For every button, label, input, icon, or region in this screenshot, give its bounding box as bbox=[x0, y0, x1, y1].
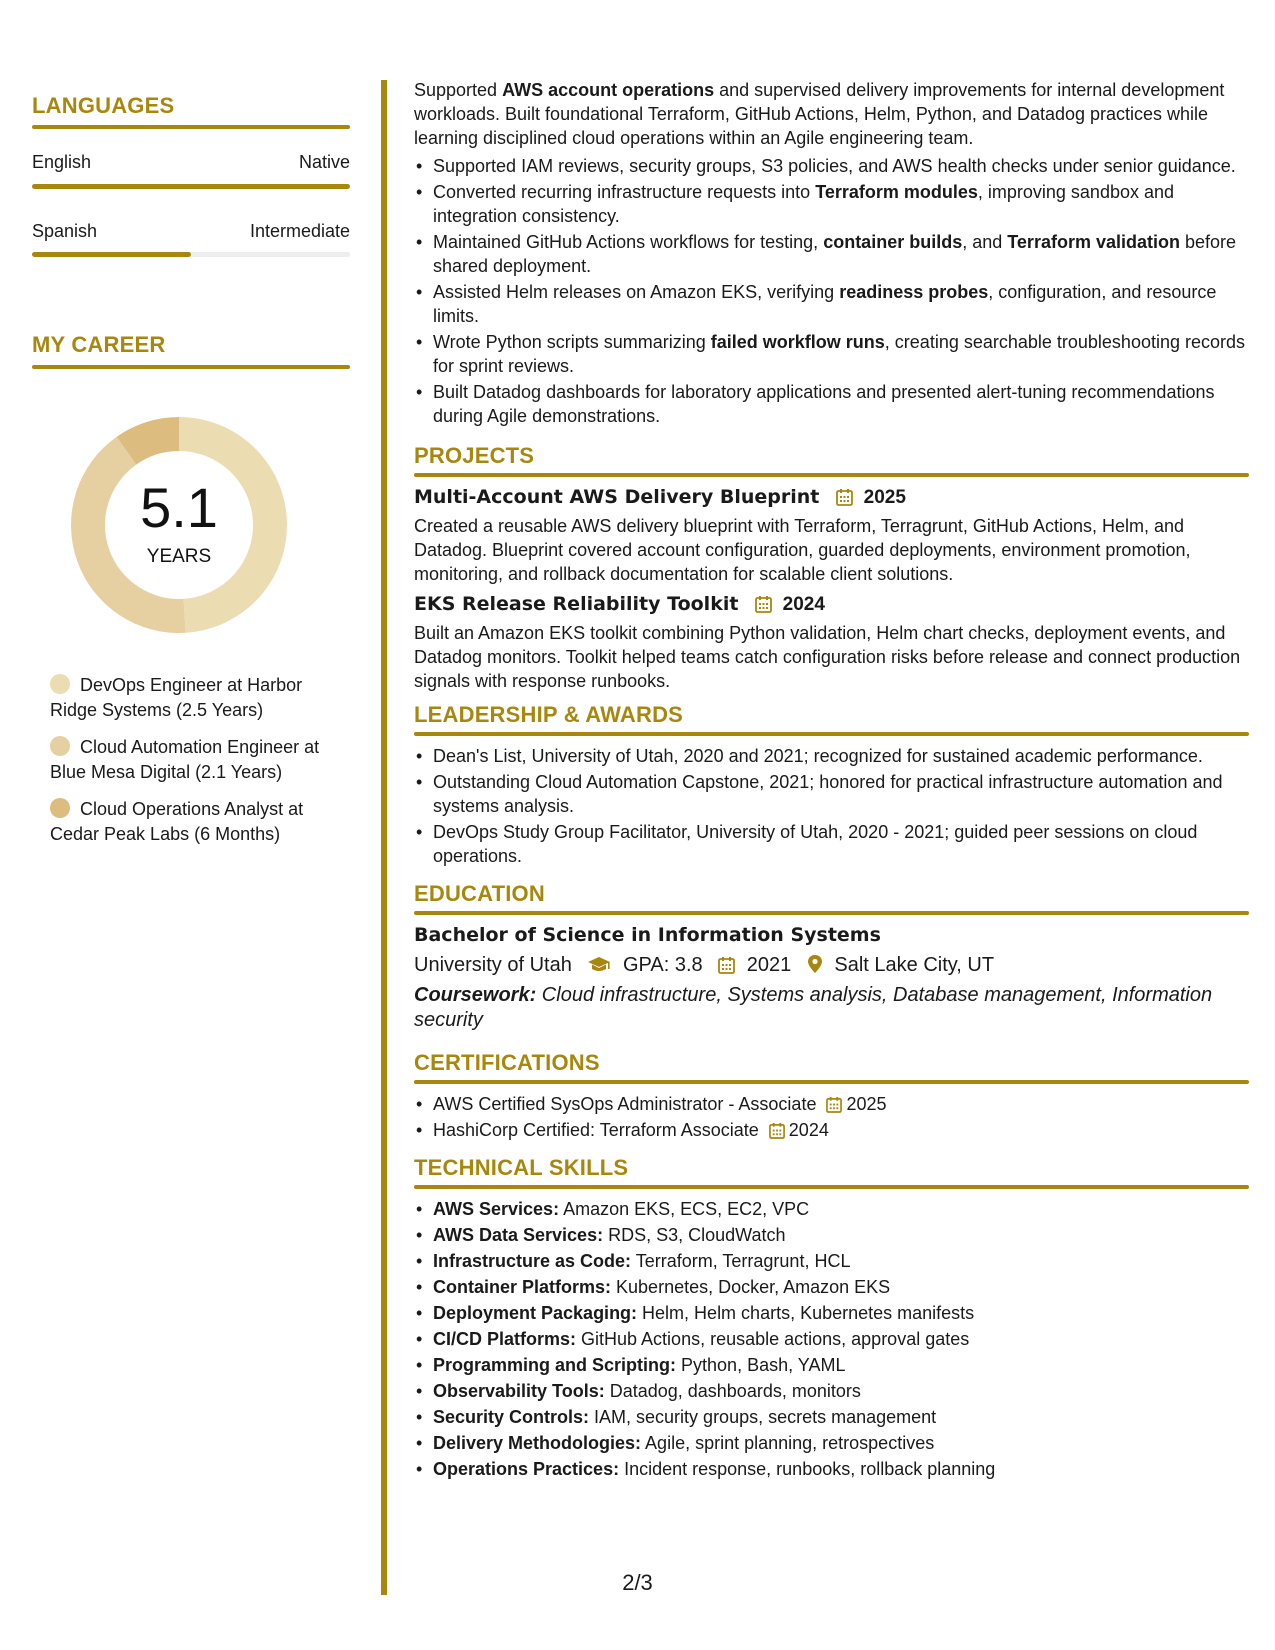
experience-bullets bbox=[414, 154, 1249, 428]
section-rule bbox=[414, 1185, 1249, 1189]
list-item: • Observability Tools: Datadog, dashboards, monitors bbox=[414, 1379, 1249, 1403]
career-heading: MY CAREER bbox=[32, 332, 166, 357]
language-row bbox=[32, 152, 350, 173]
section-rule bbox=[414, 1080, 1249, 1084]
project-title bbox=[414, 592, 1249, 617]
list-item: • CI/CD Platforms: GitHub Actions, reusable actions, approval gates bbox=[414, 1327, 1249, 1351]
language-row bbox=[32, 221, 350, 242]
calendar-icon bbox=[836, 488, 853, 506]
languages-heading: LANGUAGES bbox=[32, 93, 175, 118]
graduation-cap-icon bbox=[587, 956, 611, 974]
project-year: 2025 bbox=[863, 487, 906, 508]
calendar-icon bbox=[769, 1122, 785, 1139]
career-total-number: 5.1 bbox=[140, 476, 218, 539]
list-item: • Container Platforms: Kubernetes, Docker, Amazon EKS bbox=[414, 1275, 1249, 1299]
section-rule bbox=[414, 911, 1249, 915]
list-item: • Delivery Methodologies: Agile, sprint planning, retrospectives bbox=[414, 1431, 1249, 1455]
section-rule bbox=[414, 732, 1249, 736]
list-item: • HashiCorp Certified: Terraform Associate 2024 bbox=[414, 1118, 1249, 1142]
list-item: • Assisted Helm releases on Amazon EKS, verifying readiness probes, configuration, and resource limits. bbox=[414, 280, 1249, 328]
language-bar-fill bbox=[32, 252, 191, 257]
certifications-list bbox=[414, 1092, 1249, 1142]
summary-text: Supported bbox=[414, 80, 503, 100]
education-coursework bbox=[414, 983, 1249, 1033]
education-year: 2021 bbox=[746, 954, 792, 976]
career-legend-item bbox=[50, 673, 330, 723]
location-pin-icon bbox=[807, 954, 823, 974]
list-item: • Maintained GitHub Actions workflows for testing, container builds, and Terraform validation before shared deployment. bbox=[414, 230, 1249, 278]
experience-summary bbox=[414, 78, 1249, 150]
list-item: • Security Controls: IAM, security groups, secrets management bbox=[414, 1405, 1249, 1429]
column-divider bbox=[381, 80, 387, 1595]
list-item: • AWS Certified SysOps Administrator - Associate 2025 bbox=[414, 1092, 1249, 1116]
calendar-icon bbox=[718, 956, 735, 974]
language-bar bbox=[32, 252, 350, 257]
list-item: • AWS Data Services: RDS, S3, CloudWatch bbox=[414, 1223, 1249, 1247]
legend-dot bbox=[50, 674, 70, 694]
coursework-text: Cloud infrastructure, Systems analysis, Database management, Information security bbox=[414, 984, 1213, 1031]
leadership-heading: LEADERSHIP & AWARDS bbox=[414, 702, 684, 727]
language-bar-fill bbox=[32, 184, 350, 189]
list-item: • DevOps Study Group Facilitator, University of Utah, 2020 - 2021; guided peer sessions on cloud operations. bbox=[414, 820, 1249, 868]
list-item: • Wrote Python scripts summarizing failed workflow runs, creating searchable troubleshooting records for sprint reviews. bbox=[414, 330, 1249, 378]
certifications-heading: CERTIFICATIONS bbox=[414, 1050, 600, 1075]
education-location: Salt Lake City, UT bbox=[834, 954, 995, 976]
main-content bbox=[414, 78, 1249, 1483]
list-item: • Built Datadog dashboards for laboratory applications and presented alert-tuning recommendations during Agile demonstrations. bbox=[414, 380, 1249, 428]
career-job-label: Cloud Operations Analyst at Cedar Peak Labs (6 Months) bbox=[50, 799, 304, 844]
list-item: • Converted recurring infrastructure requests into Terraform modules, improving sandbox and integration consistency. bbox=[414, 180, 1249, 228]
career-job-label: Cloud Automation Engineer at Blue Mesa Digital (2.1 Years) bbox=[50, 737, 320, 782]
education-school: University of Utah bbox=[414, 954, 572, 976]
section-rule bbox=[414, 473, 1249, 477]
list-item: • Outstanding Cloud Automation Capstone, 2021; honored for practical infrastructure automation and systems analysis. bbox=[414, 770, 1249, 818]
language-bar bbox=[32, 184, 350, 189]
legend-dot bbox=[50, 798, 70, 818]
languages-rule bbox=[32, 125, 350, 129]
language-level: Native bbox=[298, 152, 350, 172]
skills-heading: TECHNICAL SKILLS bbox=[414, 1155, 629, 1180]
list-item: • Infrastructure as Code: Terraform, Terragrunt, HCL bbox=[414, 1249, 1249, 1273]
summary-text: and supervised delivery improvements for internal development workloads. Built foundational Terraform, GitHub Actions, Helm, Python, and Datadog practices while learning disciplined cloud operations within an Agile engineering team. bbox=[414, 80, 1225, 148]
list-item: • Deployment Packaging: Helm, Helm charts, Kubernetes manifests bbox=[414, 1301, 1249, 1325]
legend-dot bbox=[50, 736, 70, 756]
project-name: Multi-Account AWS Delivery Blueprint bbox=[414, 486, 820, 508]
page-number: 2/3 bbox=[622, 1570, 653, 1595]
certifications-section bbox=[414, 1051, 1249, 1142]
education-section bbox=[414, 882, 1249, 1033]
language-level: Intermediate bbox=[249, 221, 350, 241]
project-description: Built an Amazon EKS toolkit combining Python validation, Helm chart checks, deployment events, and Datadog monitors. Toolkit helped teams catch configuration risks before release and connect production signals with response runbooks. bbox=[414, 623, 1241, 691]
list-item: • Programming and Scripting: Python, Bash, YAML bbox=[414, 1353, 1249, 1377]
language-name: Spanish bbox=[32, 221, 98, 241]
project-year: 2024 bbox=[782, 594, 825, 615]
list-item: • Dean's List, University of Utah, 2020 and 2021; recognized for sustained academic performance. bbox=[414, 744, 1249, 768]
projects-heading: PROJECTS bbox=[414, 443, 535, 468]
list-item: • Operations Practices: Incident response, runbooks, rollback planning bbox=[414, 1457, 1249, 1481]
education-heading: EDUCATION bbox=[414, 881, 545, 906]
projects-section bbox=[414, 444, 1249, 693]
project-description: Created a reusable AWS delivery blueprint with Terraform, Terragrunt, GitHub Actions, Helm, and Datadog. Blueprint covered account configuration, guarded deployments, environment promotion, monitoring, and rollback documentation for scalable client solutions. bbox=[414, 516, 1191, 584]
career-rule bbox=[32, 365, 350, 369]
education-gpa: GPA: 3.8 bbox=[622, 954, 703, 976]
list-item: • AWS Services: Amazon EKS, ECS, EC2, VPC bbox=[414, 1197, 1249, 1221]
calendar-icon bbox=[826, 1096, 842, 1113]
project-title bbox=[414, 485, 1249, 510]
skills-list bbox=[414, 1197, 1249, 1481]
project-name: EKS Release Reliability Toolkit bbox=[414, 593, 739, 615]
career-total-unit: YEARS bbox=[146, 546, 212, 567]
education-degree: Bachelor of Science in Information Systems bbox=[414, 924, 881, 946]
education-meta bbox=[414, 953, 1249, 977]
calendar-icon bbox=[755, 595, 772, 613]
career-job-label: DevOps Engineer at Harbor Ridge Systems (2.5 Years) bbox=[50, 675, 303, 720]
leadership-section bbox=[414, 703, 1249, 868]
coursework-label: Coursework: bbox=[414, 984, 537, 1006]
summary-bold: AWS account operations bbox=[502, 80, 715, 100]
career-legend-item bbox=[50, 735, 330, 785]
language-name: English bbox=[32, 152, 92, 172]
career-legend-item bbox=[50, 797, 330, 847]
leadership-list bbox=[414, 744, 1249, 868]
list-item: • Supported IAM reviews, security groups, S3 policies, and AWS health checks under senior guidance. bbox=[414, 154, 1249, 178]
skills-section bbox=[414, 1156, 1249, 1481]
